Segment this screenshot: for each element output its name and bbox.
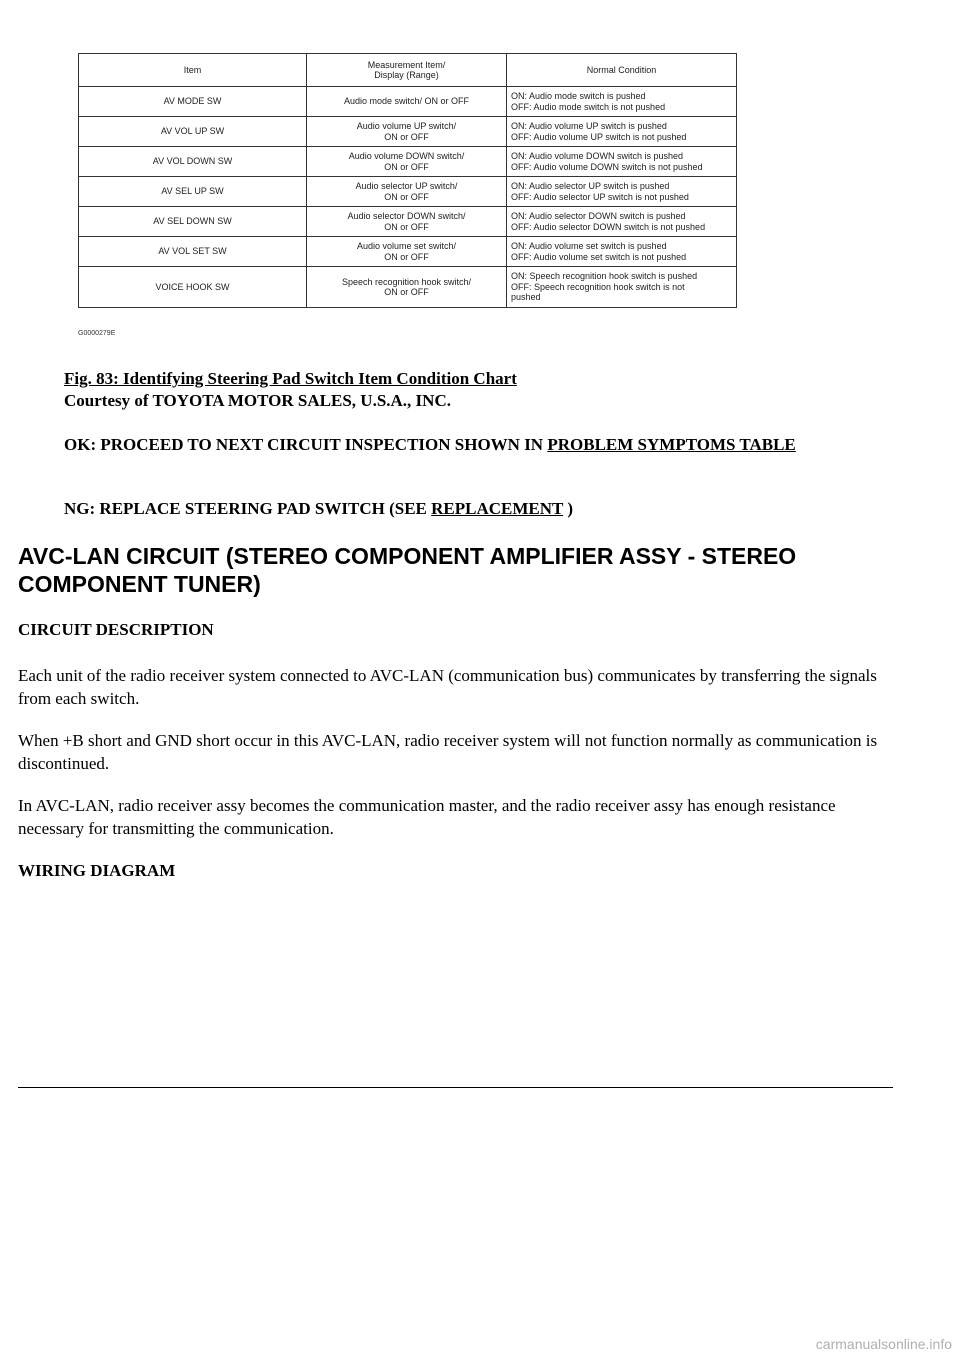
table-row [79,117,737,147]
header-measurement: Measurement Item/ Display (Range) [307,54,507,87]
measurement-line: Audio volume UP switch/ [356,121,457,132]
measurement-line: ON or OFF [384,221,429,232]
measurement-line: Audio selector DOWN switch/ [347,211,466,222]
measurement-line: ON or OFF [384,131,429,142]
measurement-cell [307,237,507,267]
ok-result-text: OK: PROCEED TO NEXT CIRCUIT INSPECTION SHOWN IN [64,435,548,454]
condition-cell [507,177,737,207]
table-header-row [79,54,737,87]
measurement-cell [307,87,507,117]
problem-symptoms-table-link[interactable]: PROBLEM SYMPTOMS TABLE [547,435,796,454]
table-row [79,147,737,177]
figure-caption [64,368,517,412]
ng-result-text: NG: REPLACE STEERING PAD SWITCH (SEE [64,499,432,518]
condition-line: ON: Audio volume UP switch is pushed [511,121,667,132]
condition-line: ON: Audio volume set switch is pushed [511,241,667,252]
page-divider [18,1087,893,1088]
condition-line: OFF: Audio volume UP switch is not pushed [511,131,687,142]
measurement-cell [307,117,507,147]
replacement-link[interactable]: REPLACEMENT [431,499,564,518]
item-cell: AV MODE SW [79,87,307,117]
measurement-line: Audio volume set switch/ [356,241,457,252]
table-row [79,87,737,117]
steering-pad-switch-figure [78,53,736,337]
wiring-diagram-heading: WIRING DIAGRAM [18,861,176,880]
condition-line: OFF: Speech recognition hook switch is not [511,281,685,292]
condition-line: OFF: Audio selector UP switch is not pushed [511,191,689,202]
header-item: Item [79,54,307,87]
condition-cell [507,117,737,147]
ng-result [64,498,864,520]
condition-line: ON: Speech recognition hook switch is pushed [511,271,698,282]
item-cell: AV SEL UP SW [79,177,307,207]
condition-line: OFF: Audio mode switch is not pushed [511,101,666,112]
switch-condition-table [78,53,737,308]
circuit-description-heading: CIRCUIT DESCRIPTION [18,620,214,639]
figure-credit: Courtesy of TOYOTA MOTOR SALES, U.S.A., INC. [64,391,451,410]
item-cell: AV VOL SET SW [79,237,307,267]
measurement-line: ON or OFF [384,251,429,262]
condition-cell [507,147,737,177]
ng-result-suffix: ) [563,499,573,518]
item-cell: AV VOL DOWN SW [79,147,307,177]
table-row [79,207,737,237]
item-cell: AV SEL DOWN SW [79,207,307,237]
table-row [79,267,737,308]
condition-line: OFF: Audio volume DOWN switch is not pushed [511,161,703,172]
measurement-cell [307,267,507,308]
watermark: carmanualsonline.info [815,1336,952,1352]
item-cell: AV VOL UP SW [79,117,307,147]
figure-id: G0000279E [78,330,116,337]
table-row [79,177,737,207]
condition-line: pushed [511,292,541,303]
measurement-line: Audio mode switch/ ON or OFF [343,96,470,107]
paragraph-1: Each unit of the radio receiver system connected to AVC-LAN (communication bus) communicates by transferring the signals from each switch. [18,666,877,708]
measurement-cell [307,147,507,177]
measurement-cell [307,207,507,237]
condition-line: ON: Audio selector DOWN switch is pushed [511,211,686,222]
condition-cell [507,237,737,267]
item-cell: VOICE HOOK SW [79,267,307,308]
measurement-line: ON or OFF [384,287,429,297]
condition-cell [507,87,737,117]
figure-title: Fig. 83: Identifying Steering Pad Switch Item Condition Chart [64,369,517,388]
condition-line: ON: Audio mode switch is pushed [511,91,646,102]
condition-line: OFF: Audio selector DOWN switch is not pushed [511,221,706,232]
measurement-line: ON or OFF [384,191,429,202]
measurement-line: Audio selector UP switch/ [355,181,458,192]
ok-result [64,434,864,456]
condition-cell [507,267,737,308]
paragraph-3: In AVC-LAN, radio receiver assy becomes the communication master, and the radio receiver assy has enough resistance necessary for transmitting the communication. [18,796,836,838]
measurement-cell [307,177,507,207]
measurement-line: Audio volume DOWN switch/ [348,151,465,162]
measurement-line: ON or OFF [384,161,429,172]
measurement-line: Speech recognition hook switch/ [341,276,472,287]
condition-line: OFF: Audio volume set switch is not pushed [511,251,687,262]
condition-line: ON: Audio volume DOWN switch is pushed [511,151,684,162]
condition-line: ON: Audio selector UP switch is pushed [511,181,670,192]
table-row [79,237,737,267]
section-heading: AVC-LAN CIRCUIT (STEREO COMPONENT AMPLIFIER ASSY - STEREO COMPONENT TUNER) [18,543,797,597]
condition-cell [507,207,737,237]
paragraph-2: When +B short and GND short occur in this AVC-LAN, radio receiver system will not function normally as communication is discontinued. [18,731,878,773]
header-normal-condition: Normal Condition [507,54,737,87]
